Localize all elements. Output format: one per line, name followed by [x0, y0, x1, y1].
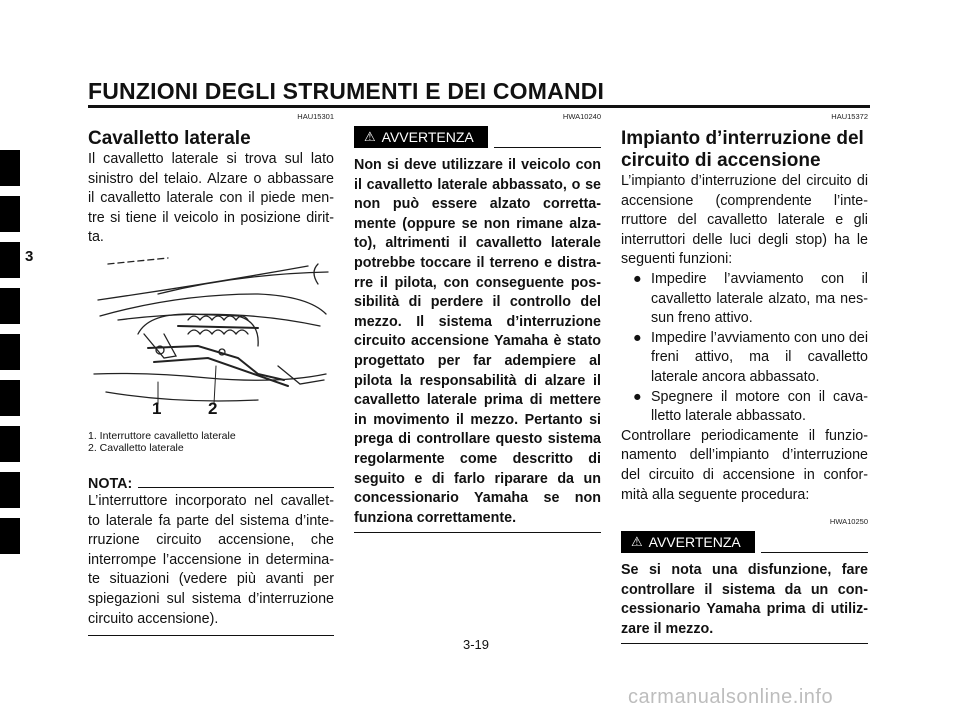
figure-label-2: 2	[208, 398, 218, 418]
section-heading: Cavalletto laterale	[88, 128, 251, 149]
middle-column	[354, 112, 601, 533]
sidestand-figure	[88, 254, 334, 418]
list-item	[621, 270, 868, 329]
page-header-title: FUNZIONI DEGLI STRUMENTI E DEI COMANDI	[88, 78, 605, 104]
warning-icon: ⚠	[631, 534, 643, 550]
function-list	[621, 270, 868, 427]
chapter-tab-block	[0, 150, 20, 186]
chapter-tab-block	[0, 288, 20, 324]
list-item	[621, 329, 868, 388]
list-item-text: Spegnere il motore con il cava- lletto laterale abbassato.	[651, 388, 868, 425]
chapter-tab-block	[0, 380, 20, 416]
warning-rule	[494, 147, 601, 148]
bullet-icon: ●	[633, 329, 642, 346]
section-paragraph: Controllare periodicamente il funzio- namento dell’impianto d’interruzione del circuito di accensione in confor- mità alla seguente procedura:	[621, 427, 868, 503]
section-heading: Impianto d’interruzione del circuito di accensione	[621, 128, 864, 171]
figure-caption: 1. Interruttore cavalletto laterale	[88, 429, 236, 442]
warning-badge	[621, 531, 755, 553]
bullet-icon: ●	[633, 270, 642, 287]
chapter-tab-block	[0, 426, 20, 462]
warning-code: HWA10240	[562, 112, 601, 121]
warning-icon: ⚠	[364, 129, 376, 144]
chapter-tab-block	[0, 472, 20, 508]
note-rule	[138, 487, 334, 488]
warning-rule	[761, 552, 868, 553]
section-code: HAU15372	[831, 112, 868, 121]
warning-badge	[354, 126, 488, 148]
note-end-rule	[88, 635, 334, 636]
chapter-tab-block	[0, 196, 20, 232]
header-rule	[88, 105, 870, 108]
warning-header	[621, 531, 868, 553]
page-number: 3-19	[463, 637, 490, 652]
chapter-tab-block	[0, 518, 20, 554]
list-item-text: Impedire l’avviamento con il cavalletto laterale alzato, ma nes- sun freno attivo.	[651, 270, 868, 327]
chapter-tab-block	[0, 334, 20, 370]
bullet-icon: ●	[633, 388, 642, 405]
section-intro: L’impianto d’interruzione del circuito di accensione (comprendente l’inte- rruttore del cavalletto laterale e gli interruttori delle luci degli stop) ha le seguenti funzioni:	[621, 173, 868, 268]
left-column	[88, 112, 334, 636]
note-header	[88, 476, 334, 492]
right-column	[621, 112, 868, 644]
list-item-text: Impedire l’avviamento con uno dei freni attivo, ma il cavalletto laterale ancora abbassato.	[651, 329, 868, 385]
watermark: carmanualsonline.info	[628, 686, 834, 708]
warning-text: Non si deve utilizzare il veicolo con il cavalletto laterale abbassato, o se non può essere alzato corretta- mente (oppure se non rimane alza- to), altrimenti il cavalletto laterale potrebbe toccare il terreno e distra- rre il pilota, con conseguente pos- sibilità di perdere il controllo del mezzo. Il sistema d’interruzione circuito accensione Yamaha è stato progettato per far adempiere al pilota la responsabilità di alzare il cavalletto laterale prima di mettere in movimento il mezzo. Pertanto si prega di controllare questo sistema regolarmente come descritto di seguito e di farlo riparare da un concessionario Yamaha se non funziona correttamente.	[354, 157, 601, 526]
note-label: NOTA:	[88, 475, 133, 492]
section-paragraph: Il cavalletto laterale si trova sul lato sinistro del telaio. Alzare o abbassare il cavalletto laterale con il piede men- tre si tiene il veicolo in posizione dirit- ta.	[88, 151, 334, 246]
warning-code: HWA10250	[829, 517, 868, 527]
chapter-number: 3	[25, 248, 34, 265]
warning-text: Se si nota una disfunzione, fare controllare il sistema da un con- cessionario Yamaha prima di utiliz- zare il mezzo.	[621, 562, 868, 637]
note-text: L’interruttore incorporato nel cavallet- to laterale fa parte del sistema d’inte- rruzione circuito accensione, che interrompe l’accensione in determina- te situazioni (vedere più avanti per spiegazioni sul sistema d’interruzione circuito accensione).	[88, 492, 334, 627]
list-item	[621, 388, 868, 427]
figure-caption: 2. Cavalletto laterale	[88, 441, 184, 454]
sidestand-illustration	[88, 254, 334, 418]
warning-end-rule	[354, 532, 601, 533]
warning-header	[354, 126, 601, 148]
warning-label: AVVERTENZA	[381, 129, 474, 145]
section-code: HAU15301	[297, 112, 334, 121]
chapter-tab-block-active	[0, 242, 20, 278]
figure-captions	[88, 430, 334, 454]
warning-end-rule	[621, 643, 868, 644]
figure-label-1: 1	[152, 398, 162, 418]
warning-label: AVVERTENZA	[648, 534, 741, 551]
